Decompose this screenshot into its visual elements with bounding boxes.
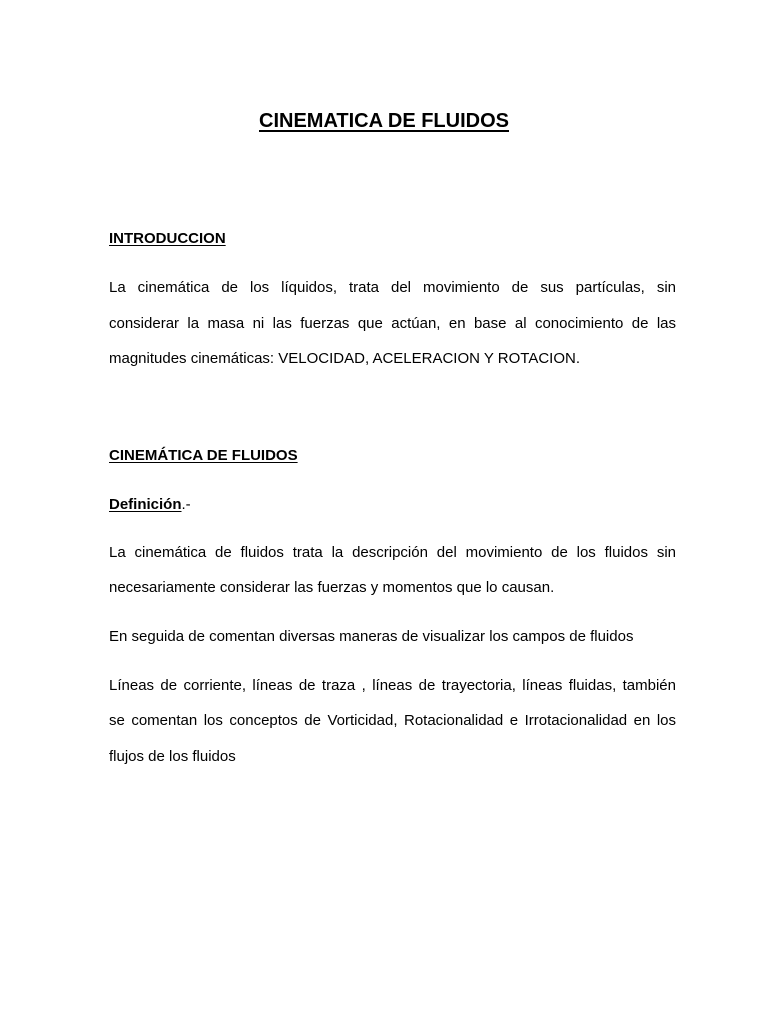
definition-line-1: La cinemática de fluidos trata la descripción del movimiento de los fluidos sin [109,544,676,561]
intro-line-1: La cinemática de los líquidos, trata del movimiento de sus partículas, sin [109,279,676,296]
intro-line-2: considerar la masa ni las fuerzas que actúan, en base al conocimiento de las [109,315,676,332]
definition-label: Definición [109,496,182,513]
intro-line-3: magnitudes cinemáticas: VELOCIDAD, ACELERACION Y ROTACION. [109,350,580,367]
section-heading: CINEMÁTICA DE FLUIDOS [109,447,298,464]
lines-paragraph-line-1: Líneas de corriente, líneas de traza , líneas de trayectoria, líneas fluidas, también [109,677,676,694]
lines-paragraph-line-2: se comentan los conceptos de Vorticidad, Rotacionalidad e Irrotacionalidad en los [109,712,676,729]
visualize-paragraph: En seguida de comentan diversas maneras de visualizar los campos de fluidos [109,628,634,645]
lines-paragraph-line-3: flujos de los fluidos [109,748,236,765]
intro-heading: INTRODUCCION [109,230,226,247]
definition-suffix: .- [181,496,191,513]
definition-line-2: necesariamente considerar las fuerzas y momentos que lo causan. [109,579,555,596]
definition-heading [109,495,676,515]
document-title: CINEMATICA DE FLUIDOS [259,110,509,132]
